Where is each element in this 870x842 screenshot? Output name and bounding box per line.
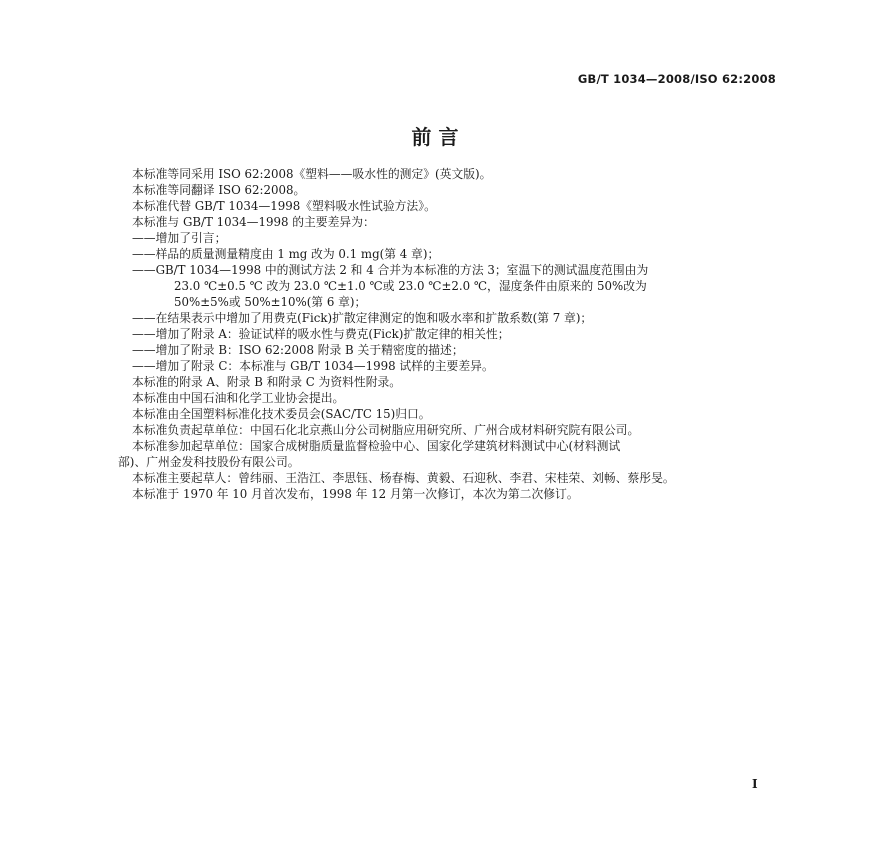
paragraph: 本标准负责起草单位：中国石化北京燕山分公司树脂应用研究所、广州合成材料研究院有限公司。	[132, 423, 640, 437]
list-item: ——样品的质量测量精度由 1 mg 改为 0.1 mg(第 4 章)；	[132, 247, 440, 261]
paragraph: 本标准由中国石油和化学工业协会提出。	[132, 391, 345, 405]
list-item: ——增加了附录 A：验证试样的吸水性与费克(Fick)扩散定律的相关性；	[132, 327, 510, 341]
paragraph: 本标准代替 GB/T 1034—1998《塑料吸水性试验方法》。	[132, 199, 436, 213]
list-item: ——增加了附录 C：本标准与 GB/T 1034—1998 试样的主要差异。	[132, 359, 494, 373]
paragraph: 本标准的附录 A、附录 B 和附录 C 为资料性附录。	[132, 375, 402, 389]
page-title: 前 言	[411, 125, 459, 149]
list-item: ——在结果表示中增加了用费克(Fick)扩散定律测定的饱和吸水率和扩散系数(第 7 章)；	[132, 311, 593, 325]
list-item: ——增加了引言；	[132, 231, 227, 245]
list-item: ——GB/T 1034—1998 中的测试方法 2 和 4 合并为本标准的方法 3；室温下的测试温度范围由为	[132, 263, 649, 277]
paragraph: 本标准与 GB/T 1034—1998 的主要差异为：	[132, 215, 375, 229]
paragraph: 本标准主要起草人：曾纬丽、王浩江、李思钰、杨春梅、黄毅、石迎秋、李君、宋桂荣、刘畅、蔡彤旻。	[132, 471, 675, 485]
paragraph: 本标准由全国塑料标准化技术委员会(SAC/TC 15)归口。	[132, 407, 431, 421]
list-item-continuation: 50%±5%或 50%±10%(第 6 章)；	[174, 295, 367, 309]
paragraph: 本标准等同翻译 ISO 62:2008。	[132, 183, 306, 197]
list-item: ——增加了附录 B：ISO 62:2008 附录 B 关于精密度的描述；	[132, 343, 464, 357]
list-item-continuation: 23.0 ℃±0.5 ℃ 改为 23.0 ℃±1.0 ℃或 23.0 ℃±2.0 ℃，湿度条件由原来的 50%改为	[174, 279, 647, 293]
paragraph: 本标准于 1970 年 10 月首次发布，1998 年 12 月第一次修订，本次为第二次修订。	[132, 487, 579, 501]
page-number: I	[752, 777, 758, 791]
standard-code: GB/T 1034—2008/ISO 62:2008	[577, 72, 776, 86]
paragraph: 本标准等同采用 ISO 62:2008《塑料——吸水性的测定》(英文版)。	[132, 167, 492, 181]
foreword-body	[118, 166, 782, 502]
paragraph-continuation: 部)、广州金发科技股份有限公司。	[118, 455, 300, 469]
paragraph: 本标准参加起草单位：国家合成树脂质量监督检验中心、国家化学建筑材料测试中心(材料测试	[132, 439, 621, 453]
